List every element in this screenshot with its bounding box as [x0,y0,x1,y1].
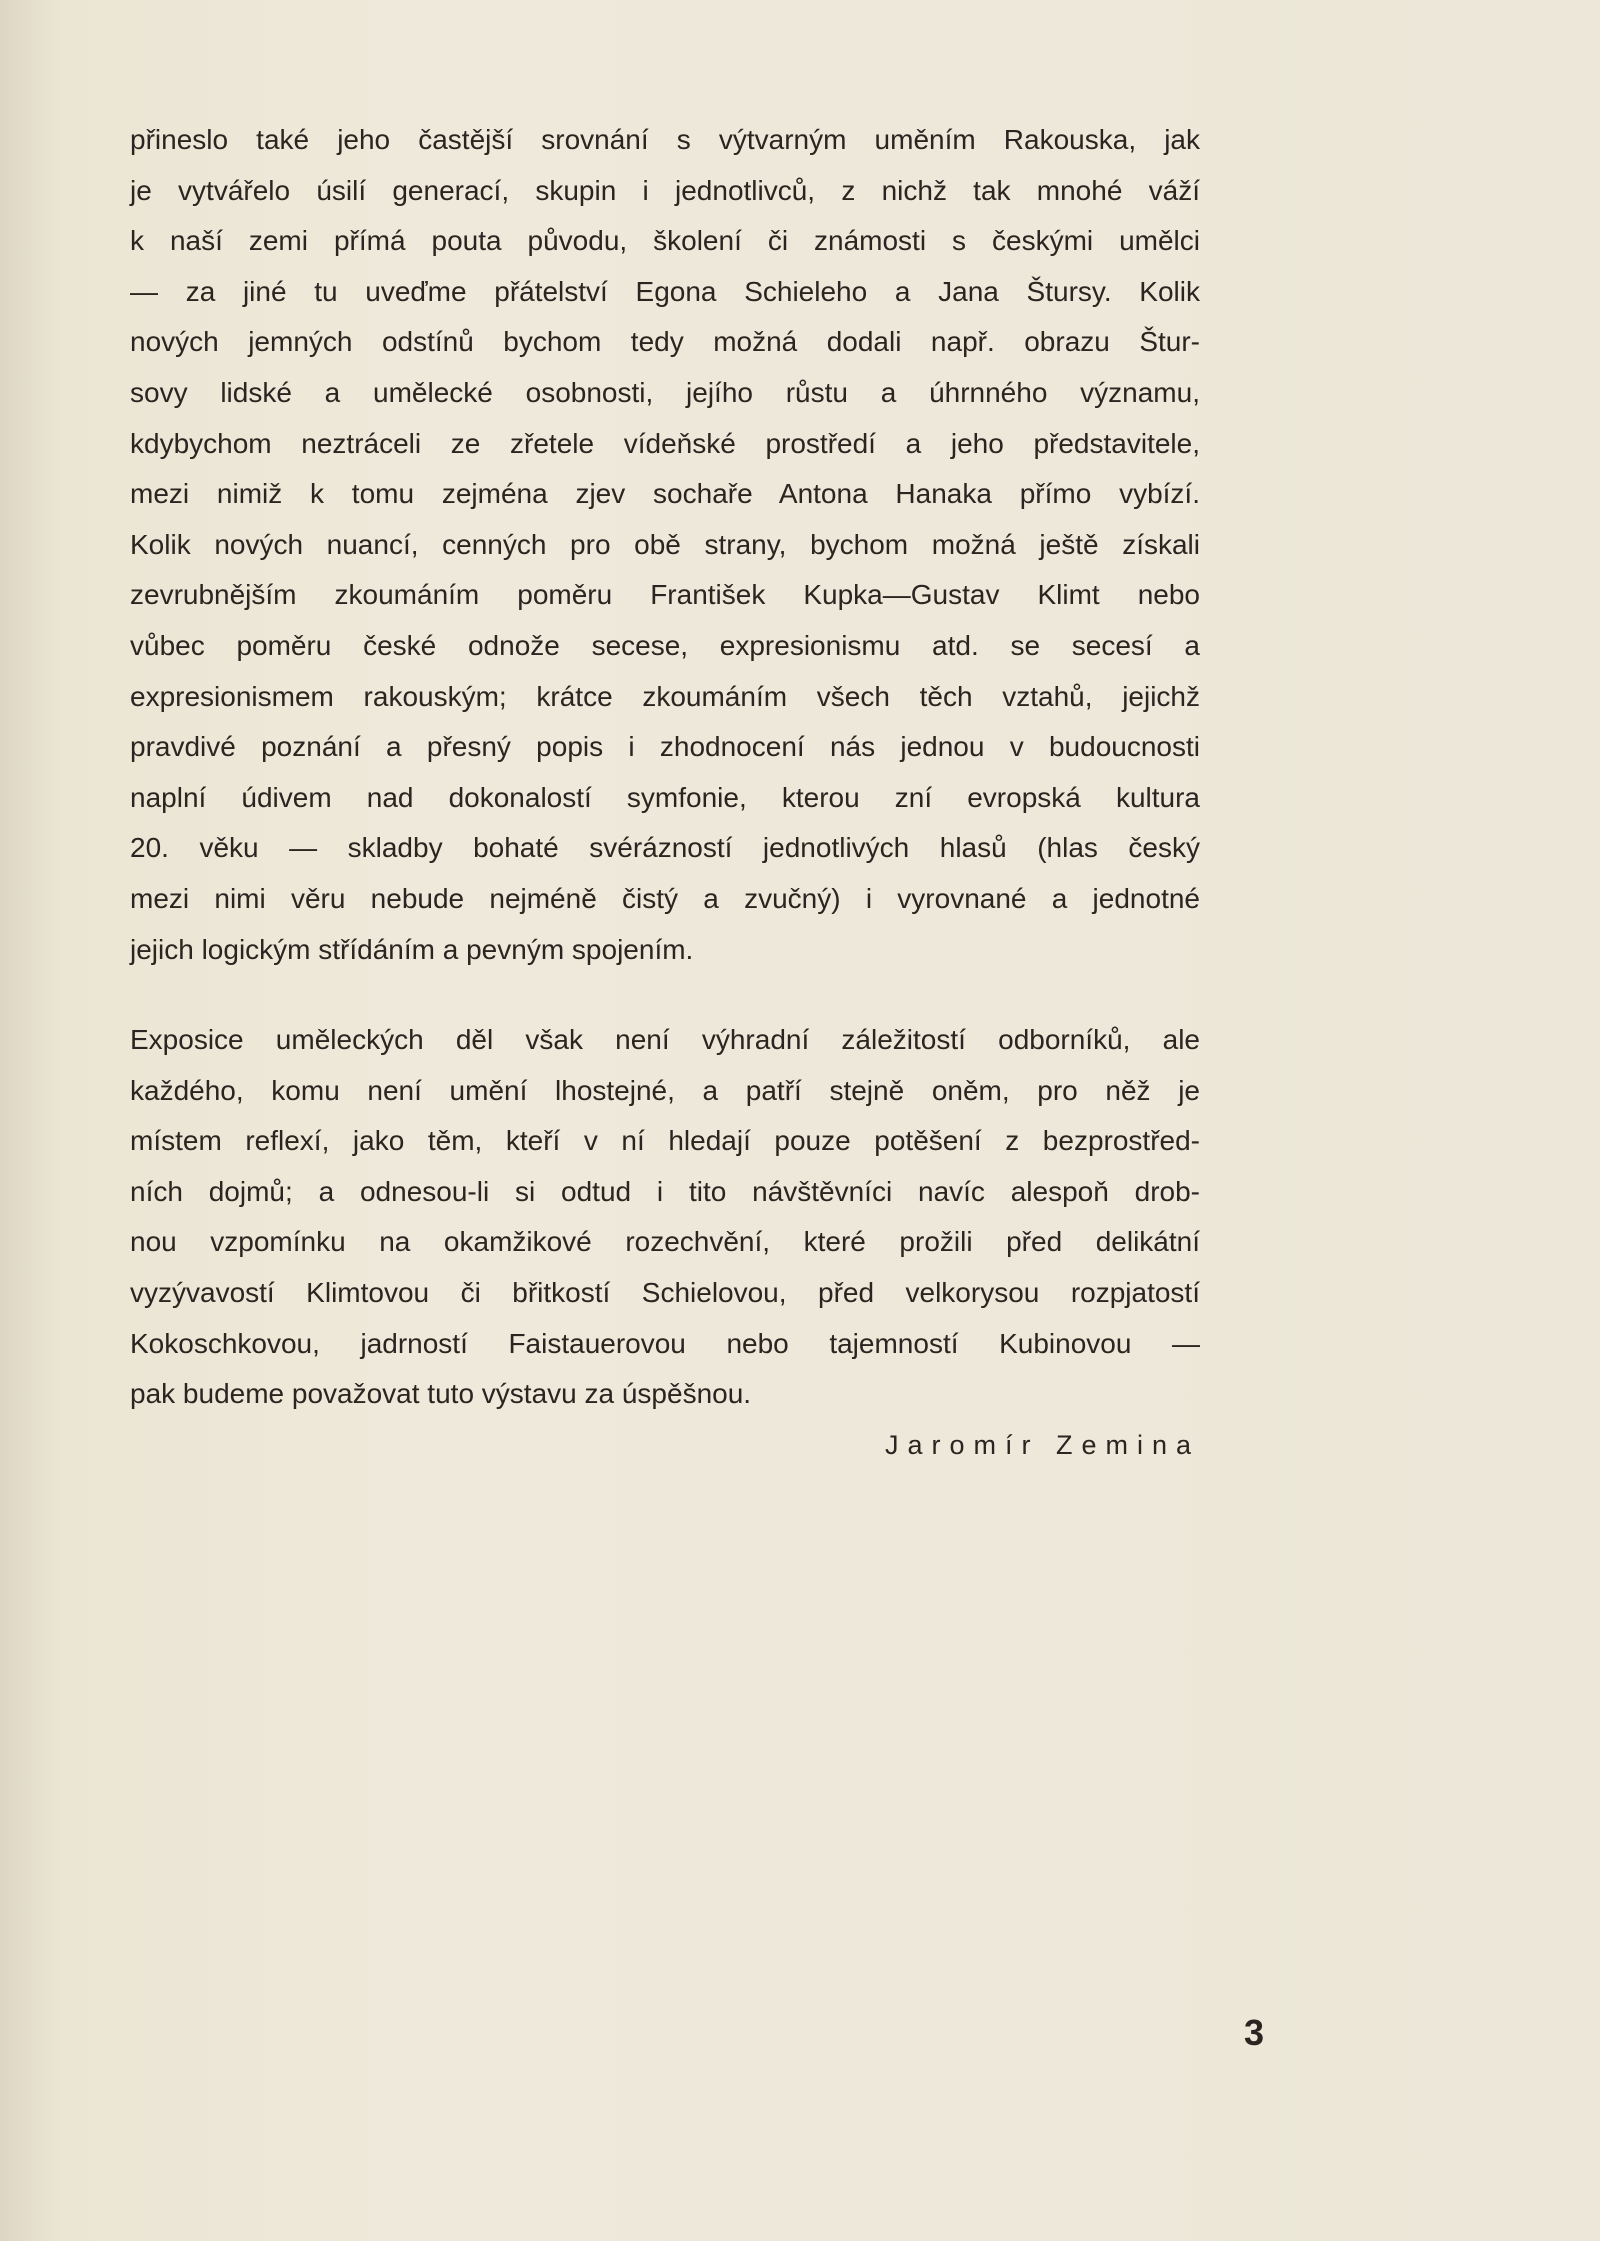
text-line: — za jiné tu uveďme přátelství Egona Schieleho a Jana Štursy. Kolik [130,275,1200,307]
text-line: nou vzpomínku na okamžikové rozechvění, které prožili před delikátní [130,1226,1200,1258]
text-line: přineslo také jeho častější srovnání s výtvarným uměním Rakouska, jak [130,124,1200,155]
text-line: jejich logickým střídáním a pevným spojením. [130,933,694,965]
page-number: 3 [1244,2012,1265,2053]
text-line: je vytvářelo úsilí generací, skupin i jednotlivců, z nichž tak mnohé váží [130,174,1200,206]
text-line: vyzývavostí Klimtovou či břitkostí Schielovou, před velkorysou rozpjatostí [130,1276,1200,1308]
text-line: expresionismem rakouským; krátce zkoumáním všech těch vztahů, jejichž [130,680,1200,712]
text-line: k naší zemi přímá pouta původu, školení či známosti s českými umělci [130,225,1200,257]
text-line: Exposice uměleckých děl však není výhradní záležitostí odborníků, ale [130,1024,1200,1055]
text-line: zevrubnějším zkoumáním poměru František Kupka—Gustav Klimt nebo [130,579,1200,611]
text-line: Kolik nových nuancí, cenných pro obě strany, bychom možná ještě získali [130,528,1200,560]
text-line: pravdivé poznání a přesný popis i zhodnocení nás jednou v budoucnosti [130,731,1200,763]
text-line: místem reflexí, jako těm, kteří v ní hledají pouze potěšení z bezprostřed- [130,1125,1200,1157]
text-line: sovy lidské a umělecké osobnosti, jejího růstu a úhrnného významu, [130,376,1200,408]
text-line: pak budeme považovat tuto výstavu za úspěšnou. [130,1378,752,1410]
text-line: naplní údivem nad dokonalostí symfonie, kterou zní evropská kultura [130,781,1200,813]
author-signature: Jaromír Zemina [884,1430,1200,1460]
text-line: ních dojmů; a odnesou-li si odtud i tito návštěvníci navíc alespoň drob- [130,1175,1200,1207]
text-line: každého, komu není umění lhostejné, a patří stejně oněm, pro něž je [130,1074,1200,1106]
text-line: kdybychom neztráceli ze zřetele vídeňské prostředí a jeho představitele, [130,427,1200,459]
paragraph-1 [130,115,1200,975]
paragraph-2 [130,1015,1200,1420]
text-line: vůbec poměru české odnože secese, expresionismu atd. se secesí a [130,629,1200,661]
text-line: nových jemných odstínů bychom tedy možná dodali např. obrazu Štur- [130,326,1200,358]
text-line: mezi nimi věru nebude nejméně čistý a zvučný) i vyrovnané a jednotné [130,882,1200,914]
text-line: Kokoschkovou, jadrností Faistauerovou nebo tajemností Kubinovou — [130,1327,1200,1359]
text-line: 20. věku — skladby bohaté svérázností jednotlivých hlasů (hlas český [130,832,1200,864]
text-line: mezi nimiž k tomu zejména zjev sochaře Antona Hanaka přímo vybízí. [130,478,1200,510]
